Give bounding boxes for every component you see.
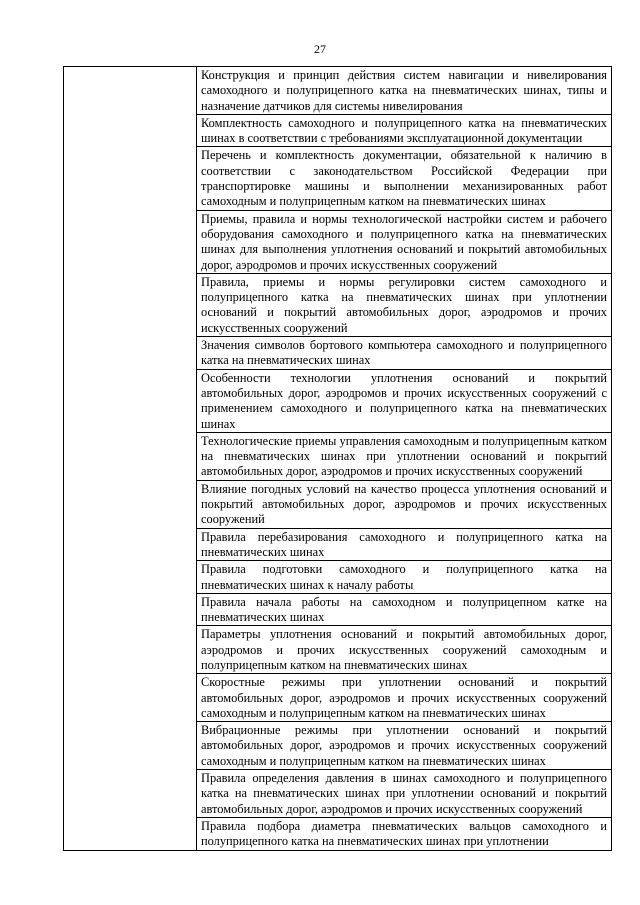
knowledge-item: Скоростные режимы при уплотнении оснований и покрытий автомобильных дорог, аэродромов и прочих искусственных сооружений самоходным и полуприцепным катком на пневматических шинах [197,674,612,722]
page-number: 27 [314,42,326,56]
knowledge-item: Правила определения давления в шинах самоходного и полуприцепного катка на пневматических шинах при уплотнении оснований и покрытий автомобильных дорог, аэродромов и прочих искусственных сооружений [197,770,612,818]
requirements-table [63,66,612,851]
knowledge-item: Правила перебазирования самоходного и полуприцепного катка на пневматических шинах [197,528,612,561]
knowledge-item: Правила, приемы и нормы регулировки систем самоходного и полуприцепного катка на пневматических шинах при уплотнении оснований и покрытий автомобильных дорог, аэродромов и прочих искусственных сооружений [197,273,612,336]
knowledge-item: Технологические приемы управления самоходным и полуприцепным катком на пневматических шинах при уплотнении оснований и покрытий автомобильных дорог, аэродромов и прочих искусственных сооружений [197,432,612,480]
knowledge-item: Параметры уплотнения оснований и покрытий автомобильных дорог, аэродромов и прочих искусственных сооружений самоходным и полуприцепным катком на пневматических шинах [197,626,612,674]
knowledge-item: Перечень и комплектность документации, обязательной к наличию в соответствии с законодательством Российской Федерации при транспортировке машины и выполнении механизированных работ самоходным и полуприцепным катком на пневматических шинах [197,147,612,210]
knowledge-item: Особенности технологии уплотнения оснований и покрытий автомобильных дорог, аэродромов и прочих искусственных сооружений с применением самоходного и полуприцепного катка на пневматических шинах [197,369,612,432]
knowledge-item: Влияние погодных условий на качество процесса уплотнения оснований и покрытий автомобильных дорог, аэродромов и прочих искусственных сооружений [197,480,612,528]
knowledge-item: Приемы, правила и нормы технологической настройки систем и рабочего оборудования самоходного и полуприцепного катка на пневматических шинах для выполнения уплотнения оснований и покрытий автомобильных дорог, аэродромов и прочих искусственных сооружений [197,210,612,273]
knowledge-item: Правила подготовки самоходного и полуприцепного катка на пневматических шинах к началу работы [197,561,612,594]
knowledge-item: Правила подбора диаметра пневматических вальцов самоходного и полуприцепного катка на пневматических шинах при уплотнении [197,817,612,850]
category-cell [64,67,197,851]
table-row [64,67,612,115]
knowledge-item: Комплектность самоходного и полуприцепного катка на пневматических шинах в соответствии с требованиями эксплуатационной документации [197,114,612,147]
knowledge-item: Правила начала работы на самоходном и полуприцепном катке на пневматических шинах [197,593,612,626]
knowledge-item: Значения символов бортового компьютера самоходного и полуприцепного катка на пневматических шинах [197,337,612,370]
knowledge-item: Конструкция и принцип действия систем навигации и нивелирования самоходного и полуприцепного катка на пневматических шинах, типы и назначение датчиков для системы нивелирования [197,67,612,115]
knowledge-item: Вибрационные режимы при уплотнении оснований и покрытий автомобильных дорог, аэродромов и прочих искусственных сооружений самоходным и полуприцепным катком на пневматических шинах [197,722,612,770]
